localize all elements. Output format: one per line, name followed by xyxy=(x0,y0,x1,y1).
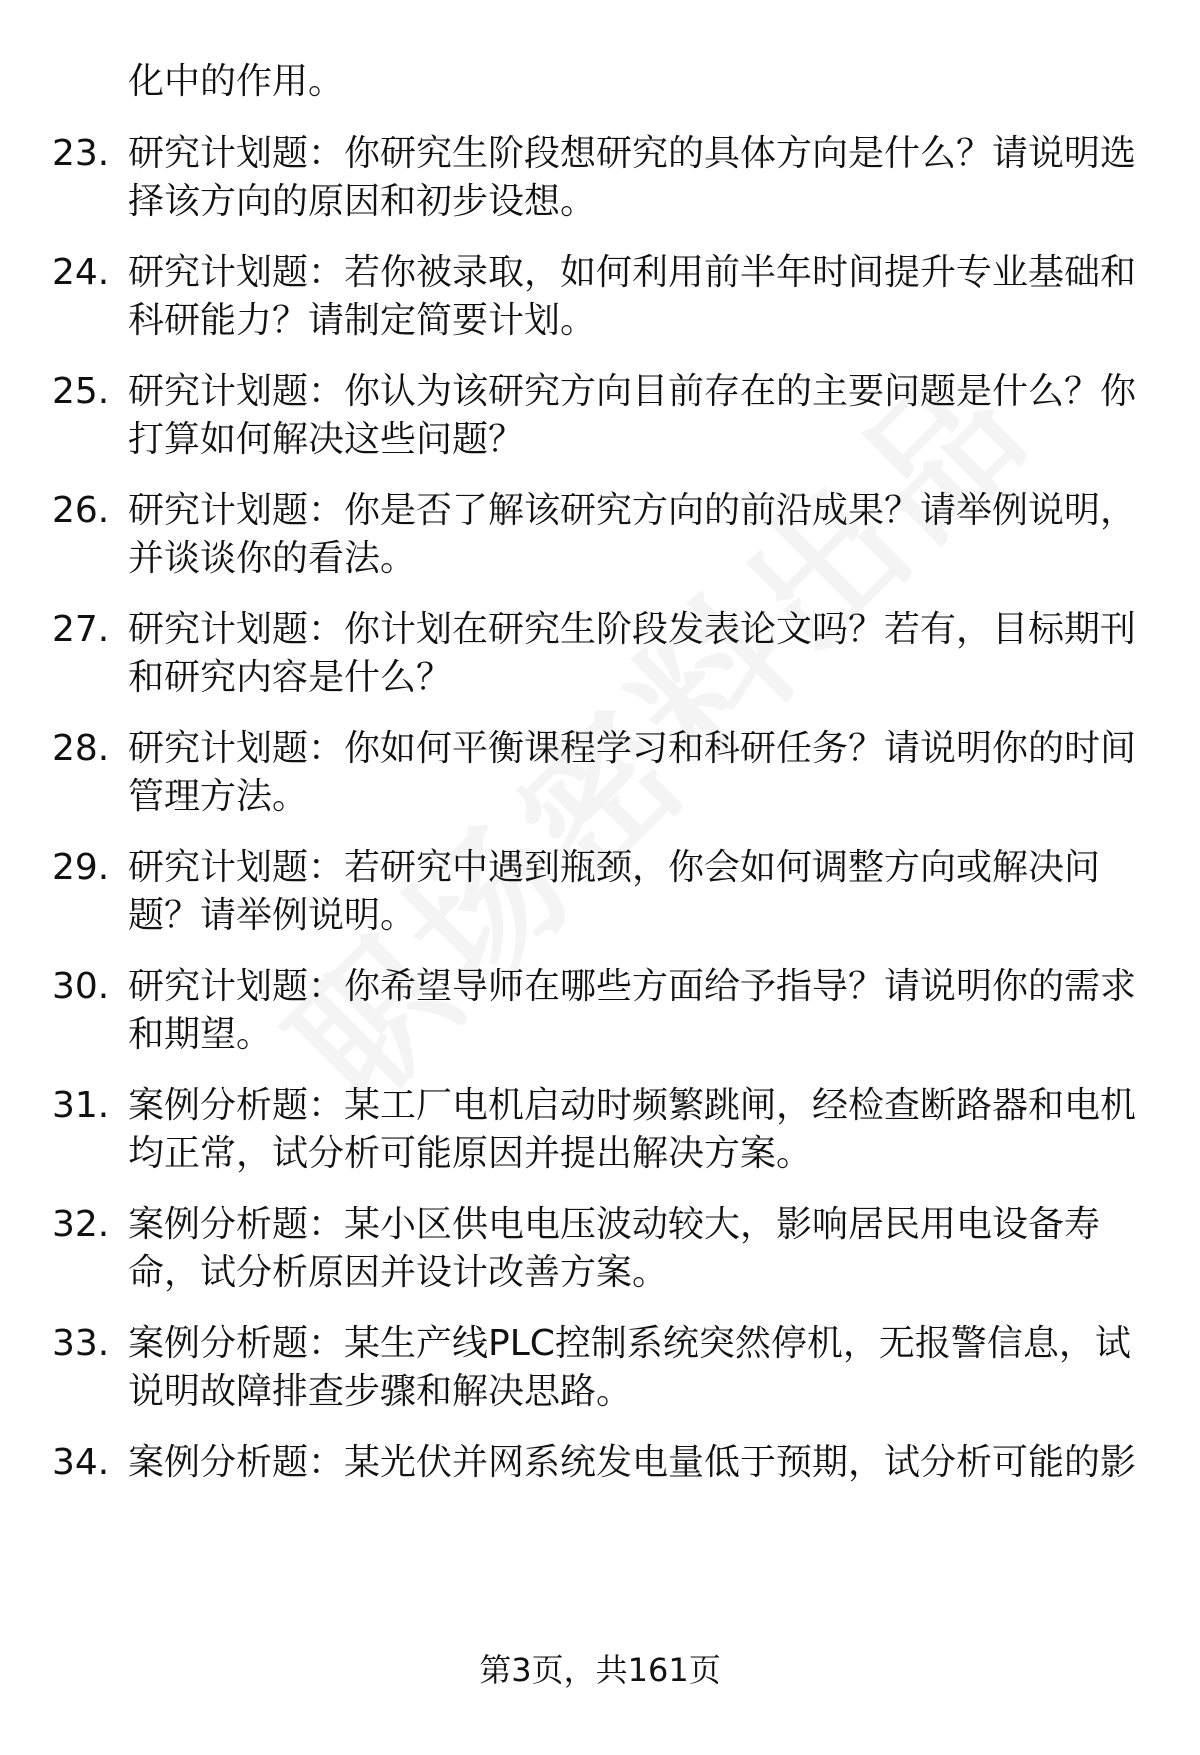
question-text-line: 研究计划题：你希望导师在哪些方面给予指导？请说明你的需求 xyxy=(128,966,1137,1007)
question-text-line: 案例分析题：某光伏并网系统发电量低于预期，试分析可能的影 xyxy=(128,1442,1137,1483)
question-text-line: 均正常，试分析可能原因并提出解决方案。 xyxy=(128,1133,813,1174)
question-text-line: 和期望。 xyxy=(128,1014,273,1055)
question-number: 28. xyxy=(52,728,110,769)
question-number: 34. xyxy=(52,1442,110,1483)
question-number: 24. xyxy=(52,252,110,293)
question-number: 26. xyxy=(52,490,110,531)
question-text-line: 案例分析题：某工厂电机启动时频繁跳闸，经检查断路器和电机 xyxy=(128,1085,1137,1126)
page-footer: 第3页，共161页 xyxy=(479,1651,721,1689)
question-text-line: 题？请举例说明。 xyxy=(128,895,417,936)
question-text-line: 研究计划题：你计划在研究生阶段发表论文吗？若有，目标期刊 xyxy=(128,609,1137,650)
question-number: 27. xyxy=(52,609,110,650)
question-number: 31. xyxy=(52,1085,110,1126)
question-number: 32. xyxy=(52,1204,110,1245)
question-number: 33. xyxy=(52,1323,110,1364)
question-text-line: 择该方向的原因和初步设想。 xyxy=(128,181,597,222)
question-text-line: 管理方法。 xyxy=(128,776,309,817)
question-text-line: 并谈谈你的看法。 xyxy=(128,538,417,579)
question-text-line: 案例分析题：某小区供电电压波动较大，影响居民用电设备寿 xyxy=(128,1204,1101,1245)
question-number: 29. xyxy=(52,847,110,888)
question-number: 30. xyxy=(52,966,110,1007)
question-text-line: 命，试分析原因并设计改善方案。 xyxy=(128,1252,669,1293)
continuation-line: 化中的作用。 xyxy=(128,61,345,102)
question-text-line: 和研究内容是什么？ xyxy=(128,657,453,698)
question-text-line: 科研能力？请制定简要计划。 xyxy=(128,300,597,341)
question-text-line: 研究计划题：你是否了解该研究方向的前沿成果？请举例说明， xyxy=(128,490,1137,531)
question-text-line: 案例分析题：某生产线PLC控制系统突然停机，无报警信息，试 xyxy=(128,1323,1131,1364)
question-text-line: 研究计划题：若研究中遇到瓶颈，你会如何调整方向或解决问 xyxy=(128,847,1101,888)
question-text-line: 打算如何解决这些问题？ xyxy=(128,419,525,460)
question-number: 23. xyxy=(52,133,110,174)
question-text-line: 说明故障排查步骤和解决思路。 xyxy=(128,1371,633,1412)
question-text-line: 研究计划题：你如何平衡课程学习和科研任务？请说明你的时间 xyxy=(128,728,1137,769)
question-text-line: 研究计划题：你研究生阶段想研究的具体方向是什么？请说明选 xyxy=(128,133,1137,174)
question-number: 25. xyxy=(52,371,110,412)
question-text-line: 研究计划题：若你被录取，如何利用前半年时间提升专业基础和 xyxy=(128,252,1137,293)
question-text-line: 研究计划题：你认为该研究方向目前存在的主要问题是什么？你 xyxy=(128,371,1137,412)
